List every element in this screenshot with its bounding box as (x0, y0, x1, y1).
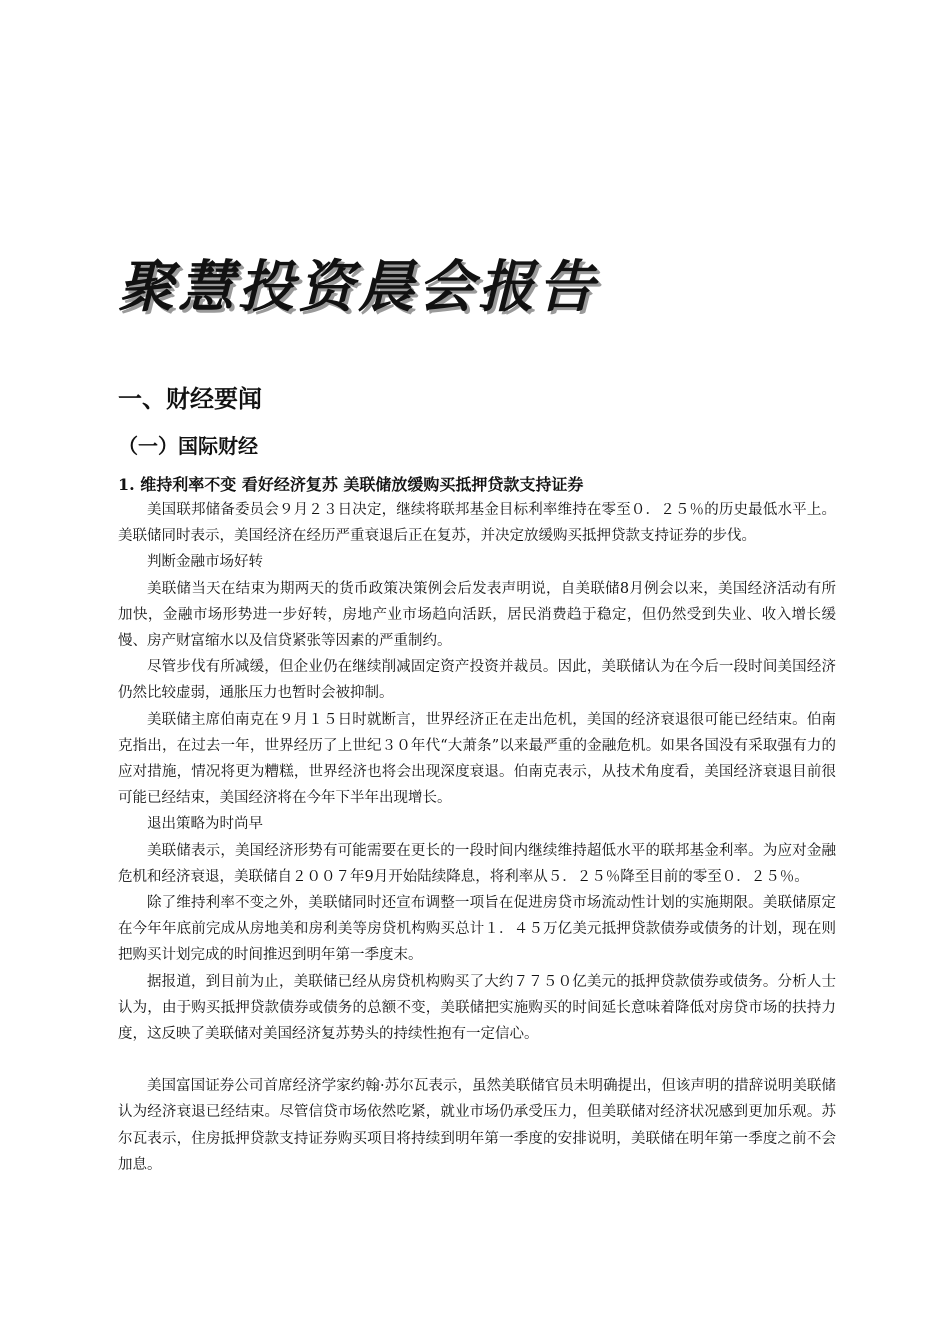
paragraph-subheading: 判断金融市场好转 (147, 554, 263, 571)
paragraph: 美联储当天在结束为期两天的货币政策决策例会后发表声明说，自美联储8月例会以来，美国经济活动有所加快，金融市场形势进一步好转，房地产业市场趋向活跃，居民消费趋于稳定，但仍然受到失业、收入增长缓慢、房产财富缩水以及信贷紧张等因素的严重制约。 (118, 580, 836, 650)
subsection-heading: （一）国际财经 (118, 434, 258, 458)
paragraph: 美联储主席伯南克在９月１５日时就断言，世界经济正在走出危机，美国的经济衰退很可能已经结束。伯南克指出，在过去一年，世界经历了上世纪３０年代“大萧条”以来最严重的金融危机。如果各国没有采取强有力的应对措施，情况将更为糟糕，世界经济也将会出现深度衰退。伯南克表示，从技术角度看，美国经济衰退目前很可能已经结束，美国经济将在今年下半年出现增长。 (118, 711, 836, 807)
paragraph: 据报道，到目前为止，美联储已经从房贷机构购买了大约７７５０亿美元的抵押贷款债券或债务。分析人士认为，由于购买抵押贷款债券或债务的总额不变，美联储把实施购买的时间延长意味着降低对房贷市场的扶持力度，这反映了美联储对美国经济复苏势头的持续性抱有一定信心。 (118, 973, 836, 1043)
paragraph-gap (118, 1047, 836, 1073)
article-heading: 1. 维持利率不变 看好经济复苏 美联储放缓购买抵押贷款支持证券 (118, 475, 584, 494)
report-title: 聚慧投资晨会报告 (118, 254, 598, 320)
paragraph: 尽管步伐有所减缓，但企业仍在继续削减固定资产投资并裁员。因此，美联储认为在今后一段时间美国经济仍然比较虚弱，通胀压力也暂时会被抑制。 (118, 659, 836, 702)
section-heading: 一、财经要闻 (118, 384, 262, 413)
paragraph-subheading: 退出策略为时尚早 (147, 816, 263, 833)
paragraph: 除了维持利率不变之外，美联储同时还宣布调整一项旨在促进房贷市场流动性计划的实施期限。美联储原定在今年年底前完成从房地美和房利美等房贷机构购买总计１．４５万亿美元抵押贷款债券或债务的计划，现在则把购买计划完成的时间推迟到明年第一季度末。 (118, 895, 836, 964)
paragraph: 美联储表示，美国经济形势有可能需要在更长的一段时间内继续维持超低水平的联邦基金利率。为应对金融危机和经济衰退，美联储自２００７年9月开始陆续降息，将利率从５．２５％降至目前的零至０．２５％。 (118, 842, 836, 885)
paragraph: 美国富国证券公司首席经济学家约翰·苏尔瓦表示，虽然美联储官员未明确提出，但该声明的措辞说明美联储认为经济衰退已经结束。尽管信贷市场依然吃紧，就业市场仍承受压力，但美联储对经济状况感到更加乐观。苏尔瓦表示，住房抵押贷款支持证券购买项目将持续到明年第一季度的安排说明，美联储在明年第一季度之前不会加息。 (118, 1078, 836, 1173)
article-body (118, 497, 836, 1178)
paragraph: 美国联邦储备委员会９月２３日决定，继续将联邦基金目标利率维持在零至０．２５％的历史最低水平上。美联储同时表示，美国经济在经历严重衰退后正在复苏，并决定放缓购买抵押贷款支持证券的步伐。 (118, 502, 836, 545)
